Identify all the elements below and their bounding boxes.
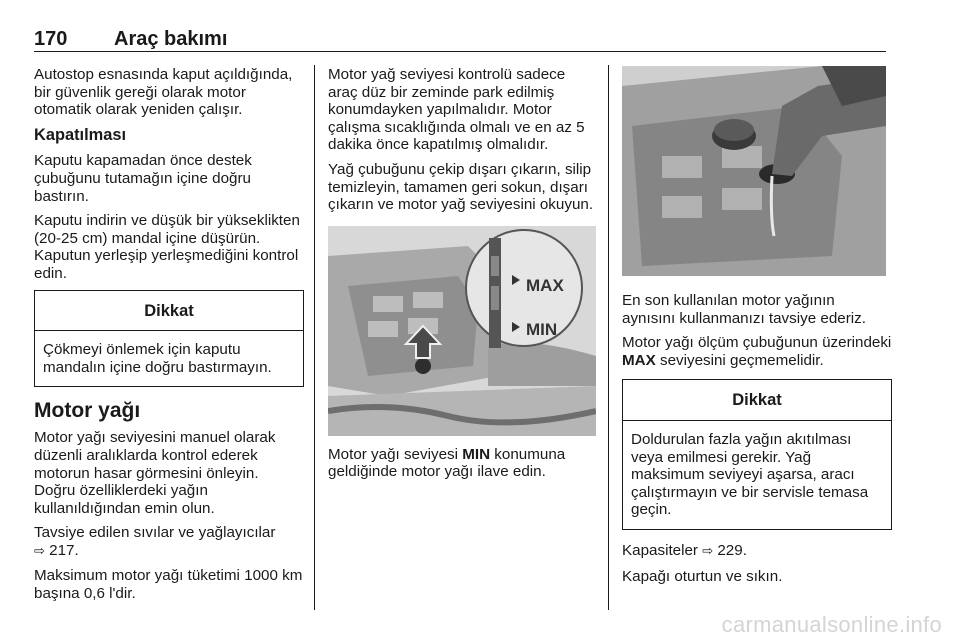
capacities-text: Kapasiteler: [622, 541, 698, 559]
warning-box-2: [622, 379, 892, 530]
oil-filling-illustration: [622, 66, 886, 276]
column-divider-1: [314, 65, 315, 610]
caption-min-bold: MIN: [462, 445, 491, 463]
recommended-fluids-text: Tavsiye edilen sıvılar ve yağlayıcılar: [34, 524, 276, 542]
max-label: MAX: [526, 275, 564, 295]
closing-heading: Kapatılması: [34, 125, 127, 144]
warning-text-2: Doldurulan fazla yağın akıtılması veya emilmesi gerekir. Yağ maksimum seviyeyi aşarsa, aracı çalıştırmayın ve bir servisle temasa geçin.: [631, 430, 869, 519]
figure-caption: [328, 446, 596, 481]
caption-text-1: Motor yağı seviyesi: [328, 445, 463, 463]
closing-paragraph-1: Kaputu kapamadan önce destek çubuğunu tutamağın içine doğru bastırın.: [34, 152, 252, 205]
engine-oil-heading: Motor yağı: [34, 399, 141, 423]
max-bold: MAX: [622, 351, 656, 369]
oil-paragraph-2: [34, 524, 304, 560]
watermark: carmanualsonline.info: [721, 612, 942, 637]
max-text-2: seviyesini geçmemelidir.: [655, 351, 824, 369]
header-divider: [34, 51, 886, 52]
caption-text-2: konumuna geldiğinde motor yağı ilave edin.: [328, 445, 566, 481]
cap-close-paragraph: Kapağı oturtun ve sıkın.: [622, 567, 783, 585]
column-divider-2: [608, 65, 609, 610]
oil-paragraph-1: Motor yağı seviyesini manuel olarak düzenli aralıklarda kontrol ederek motorun hasar görmesini önleyin. Doğru özelliklerdeki yağın kullanıldığından emin olun.: [34, 429, 276, 517]
capacities-paragraph: [622, 542, 892, 561]
level-check-paragraph-1: Motor yağ seviyesi kontrolü sadece araç düz bir zeminde park edilmiş konumdayken yapılmalıdır. Motor çalışma sıcaklığında olmalı ve en az 5 dakika önce kapatılmış olmalıdır.: [328, 66, 585, 154]
oil-filling-figure: [622, 66, 886, 276]
column-2: [328, 66, 596, 488]
page-title: Araç bakımı: [114, 28, 228, 50]
recommendation-paragraph: En son kullanılan motor yağının aynısını kullanmanızı tavsiye ederiz.: [622, 292, 866, 327]
page-reference[interactable]: 217.: [49, 541, 79, 559]
warning-box-1: [34, 290, 304, 388]
min-label: MIN: [526, 319, 558, 339]
column-3: [622, 66, 892, 592]
max-level-paragraph: [622, 334, 892, 369]
oil-consumption-paragraph: Maksimum motor yağı tüketimi 1000 km başına 0,6 l'dir.: [34, 567, 303, 603]
arrow-ref-icon[interactable]: ⇨: [702, 543, 714, 559]
warning-text: Çökmeyi önlemek için kaputu mandalın içine doğru bastırmayın.: [43, 341, 272, 376]
level-check-paragraph-2: Yağ çubuğunu çekip dışarı çıkarın, silip temizleyin, tamamen geri sokun, dışarı çıkarın ve motor yağ seviyesini okuyun.: [328, 160, 594, 214]
column-1: [34, 66, 304, 610]
max-text-1: Motor yağı ölçüm çubuğunun üzerindeki: [622, 334, 892, 352]
capacities-page-reference[interactable]: 229.: [717, 541, 747, 559]
page-header: [34, 28, 886, 50]
warning-title-2: Dikkat: [623, 380, 891, 421]
warning-title: Dikkat: [35, 291, 303, 332]
page-number: 170: [34, 28, 68, 50]
dipstick-figure: [328, 226, 596, 436]
autostop-paragraph: Autostop esnasında kaput açıldığında, bir güvenlik gereği olarak motor otomatik olarak yeniden çalışır.: [34, 66, 293, 119]
closing-paragraph-2: Kaputu indirin ve düşük bir yükseklikten (20-25 cm) mandal içine düşürün. Kaputun yerleşip yerleşmediğini kontrol edin.: [34, 212, 300, 282]
arrow-ref-icon[interactable]: ⇨: [34, 543, 45, 559]
